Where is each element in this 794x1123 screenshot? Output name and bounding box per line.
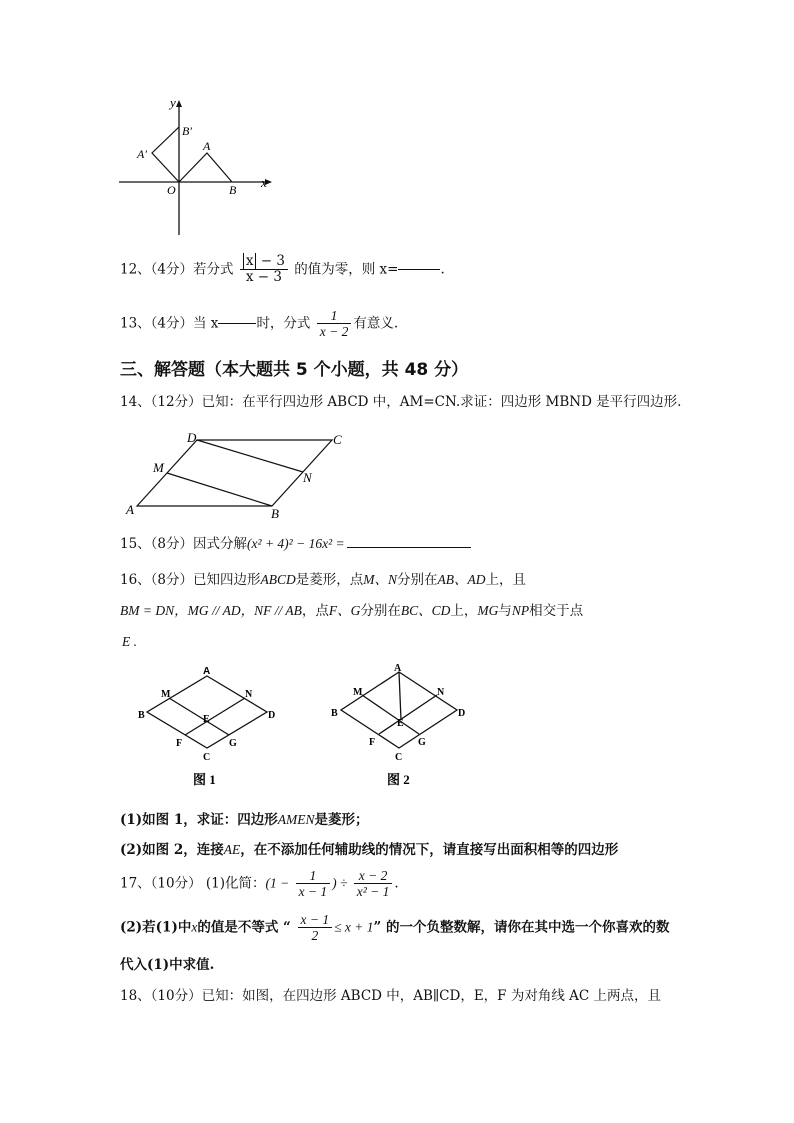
q16-l1f: AB、AD — [437, 572, 486, 587]
fig1-label-n: N — [245, 689, 253, 700]
fig1-label-d: D — [268, 710, 276, 721]
q17-ineq-den: 2 — [311, 928, 319, 943]
q12-num-rest: − 3 — [260, 253, 285, 269]
fig1-rhombus — [147, 676, 267, 748]
q17-p2a: (2)若(1)中 — [120, 919, 192, 936]
label-b: B — [271, 506, 279, 520]
q17-fraction-1 — [296, 868, 331, 899]
q12-abs-x: x — [243, 253, 257, 269]
q13-fraction — [317, 308, 352, 339]
q13-num: 1 — [317, 308, 352, 324]
segment-mb — [167, 473, 272, 506]
figure-1 — [138, 666, 275, 787]
q16-p2a: (2)如图 2，连接 — [120, 842, 224, 858]
q17-ineq-num: x − 1 — [298, 912, 333, 928]
question-16-line2 — [120, 602, 583, 620]
section-3-heading: 三、解答题（本大题共 5 个小题，共 48 分） — [120, 360, 469, 380]
q16-p1b: AMEN — [277, 812, 315, 827]
label-c: C — [333, 432, 342, 447]
q16-l1a: 16、（8分）已知四边形 — [120, 572, 261, 588]
fig2-label-c: C — [395, 752, 403, 763]
q13-prefix: 13、（4分）当 x — [120, 315, 219, 332]
fig2-label-a: A — [394, 663, 402, 674]
question-17-part2 — [120, 912, 669, 943]
q16-l2j: 相交于点 — [529, 603, 584, 619]
fig1-label-c: C — [203, 752, 211, 763]
fig2-label-e: E — [397, 718, 404, 729]
q13-suffix: 有意义. — [353, 315, 399, 332]
q17-f2-num: x − 2 — [354, 868, 393, 884]
question-15 — [120, 535, 471, 553]
label-m: M — [153, 460, 164, 475]
question-17-part2-line2: 代入(1)中求值. — [120, 957, 215, 973]
parallelogram-figure — [120, 428, 360, 520]
label-o: O — [167, 183, 176, 197]
question-16-part1 — [120, 811, 369, 829]
q16-p1a: (1)如图 1，求证：四边形 — [120, 812, 278, 828]
q16-p2c: ，在不添加任何辅助线的情况下，请直接写出面积相等的四边形 — [240, 842, 619, 858]
fig2-caption: 图 2 — [387, 772, 410, 787]
q13-den: x − 2 — [319, 324, 349, 339]
fig2-mg — [362, 695, 419, 734]
q15-prefix: 15、（8分）因式分解 — [120, 536, 248, 552]
q16-l1e: 分别在 — [397, 572, 438, 588]
segment-oab — [179, 153, 232, 182]
fig2-label-d: D — [458, 708, 466, 719]
q16-l1c: 是菱形，点 — [295, 572, 364, 588]
fig2-label-g: G — [418, 737, 426, 748]
label-a: A — [126, 502, 134, 517]
label-y: y — [170, 95, 176, 110]
fig1-mg — [169, 698, 229, 735]
fig2-label-m: M — [353, 687, 363, 698]
q17-prefix: 17、（10分） (1)化简： — [120, 875, 266, 892]
fig1-label-b: B — [138, 710, 145, 721]
label-b: B — [229, 183, 237, 197]
fig1-label-m: M — [161, 689, 171, 700]
q13-mid: 时，分式 — [256, 315, 311, 332]
q17-f2-den: x² − 1 — [356, 884, 390, 899]
label-a: A — [203, 139, 211, 153]
q16-p1c: 是菱形； — [314, 812, 369, 828]
fig1-caption: 图 1 — [193, 772, 216, 787]
q12-end: . — [440, 261, 445, 278]
q17-f1-num: 1 — [296, 868, 331, 884]
q17-p2b: 的值是不等式 “ — [197, 919, 291, 936]
q17-div: ) ÷ — [332, 875, 348, 891]
label-n: N — [303, 470, 312, 485]
q16-l2a: BM = DN，MG // AD，NF // AB — [120, 603, 302, 618]
fig2-ae — [399, 672, 401, 720]
fig2-label-b: B — [331, 708, 338, 719]
q17-p2c: ” 的一个负整数解，请你在其中选一个你喜欢的数 — [373, 919, 670, 936]
rhombus-figures — [135, 662, 495, 792]
question-16-line3: E . — [122, 634, 137, 649]
fig1-label-g: G — [229, 738, 237, 749]
figure-2 — [331, 663, 465, 787]
fig1-label-e: E — [203, 714, 210, 725]
question-12 — [120, 254, 445, 285]
q12-prefix: 12、（4分）若分式 — [120, 261, 234, 278]
q12-answer-blank[interactable] — [398, 269, 440, 270]
q13-answer-blank[interactable] — [218, 323, 256, 324]
q12-fraction — [240, 254, 288, 285]
q16-l2d: 分别在 — [360, 603, 401, 619]
q17-end: . — [394, 875, 399, 892]
question-16-part2 — [120, 841, 618, 859]
question-14: 14、（12分）已知：在平行四边形 ABCD 中，AM=CN.求证：四边形 MBND 是平行四边形. — [120, 394, 682, 410]
fig1-nf — [185, 698, 245, 735]
coordinate-figure — [115, 95, 275, 240]
q17-ineq-rest: ≤ x + 1 — [334, 919, 374, 935]
q12-suffix: 的值为零，则 x= — [294, 261, 399, 278]
segment-oa-prime-b-prime — [152, 127, 179, 182]
q17-open: (1 − — [265, 875, 290, 891]
q16-l1d: M、N — [363, 572, 398, 587]
fig2-label-f: F — [369, 737, 376, 748]
segment-dn — [197, 440, 303, 472]
label-x: x — [261, 175, 267, 190]
label-b-prime: B′ — [182, 124, 192, 138]
q17-fraction-2 — [354, 868, 393, 899]
question-13 — [120, 308, 398, 339]
label-d: D — [187, 430, 197, 445]
q16-l1b: ABCD — [260, 572, 296, 587]
q17-p2x: x — [191, 919, 198, 935]
question-17 — [120, 868, 399, 899]
q16-l2h: 与 — [498, 603, 512, 619]
q16-l2i: NP — [511, 603, 530, 618]
q16-l2c: F、G — [328, 603, 361, 618]
q17-f1-den: x − 1 — [298, 884, 328, 899]
q15-answer-blank[interactable] — [347, 547, 471, 548]
q16-p2b: AE — [223, 842, 241, 857]
q15-expr: (x² + 4)² − 16x² = — [247, 536, 345, 551]
q12-den: x − 3 — [245, 269, 282, 285]
q16-l2g: MG — [477, 603, 499, 618]
fig1-label-a: A — [203, 666, 211, 677]
q17-ineq-fraction — [298, 912, 333, 943]
q16-l1g: 上，且 — [485, 572, 527, 588]
question-16-line1 — [120, 571, 526, 589]
q16-l2f: 上， — [450, 603, 478, 619]
label-a-prime: A′ — [137, 147, 147, 161]
fig2-label-n: N — [437, 687, 445, 698]
question-18: 18、（10分）已知：如图，在四边形 ABCD 中，AB∥CD，E，F 为对角线 AC 上两点，且 — [120, 988, 661, 1004]
y-axis-arrow — [176, 100, 182, 107]
fig1-label-f: F — [176, 738, 183, 749]
q16-l2e: BC、CD — [400, 603, 451, 618]
q16-l2b: ，点 — [301, 603, 329, 619]
